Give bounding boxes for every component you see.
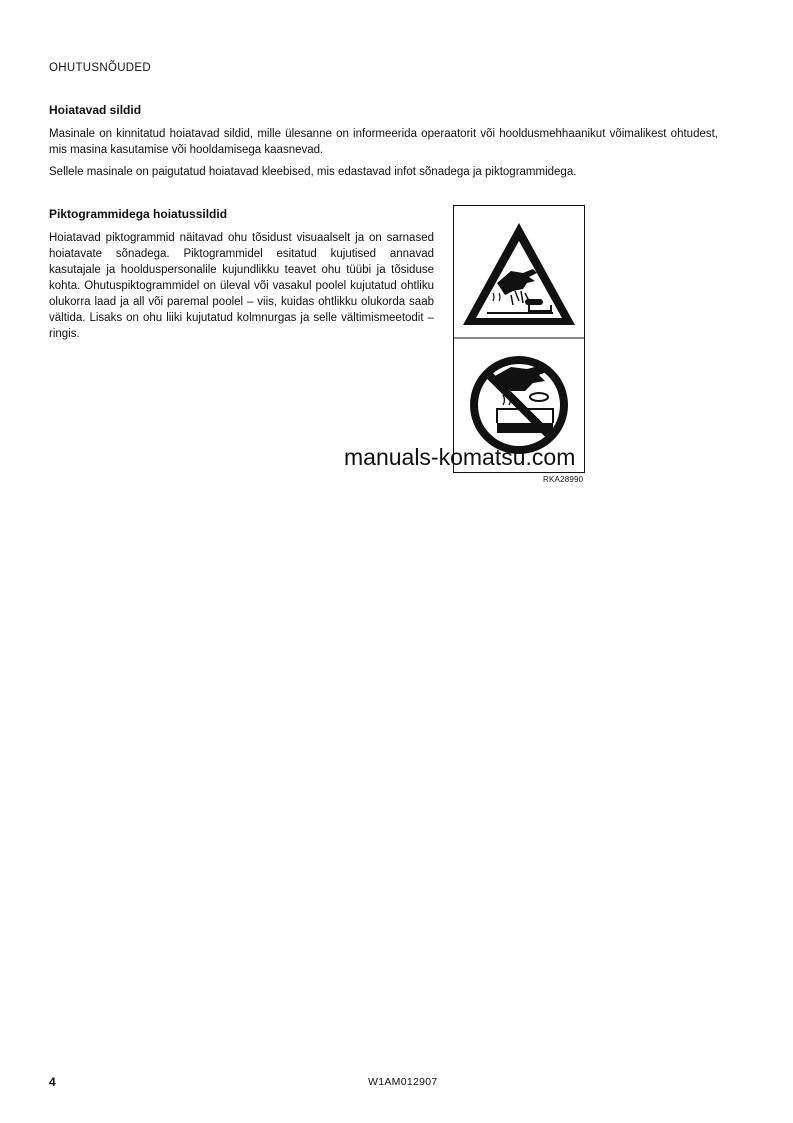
section-title-warning-signs: Hoiatavad sildid xyxy=(49,103,142,117)
section1-paragraph-2: Sellele masinale on paigutatud hoiatavad kleebised, mis edastavad infot sõnadega ja piktogrammidega. xyxy=(49,166,577,178)
page-number: 4 xyxy=(49,1075,56,1089)
section1-paragraph-1: Masinale on kinnitatud hoiatavad sildid, mille ülesanne on informeerida operaatorit või hooldusmehhaanikut võimalikest ohtudest, mis masina kasutamise või hooldamisega kaasnevad. xyxy=(49,128,718,156)
figure-code: RKA28990 xyxy=(543,475,584,484)
document-code: W1AM012907 xyxy=(368,1076,438,1088)
section2-paragraph: Hoiatavad piktogrammid näitavad ohu tõsidust visuaalselt ja on sarnased hoiatavate sõnadega. Piktogrammidel esitatud kujutised annavad kasutajale ja hoolduspersonalile kujundlikku teavet ohu tüübi ja tõsiduse kohta. Ohutuspiktogrammidel on üleval või vasakul poolel kujutatud ohtliku olukorra laad ja all või paremal poolel – viis, kuidas ohtlikku olukorda saab vältida. Lisaks on ohu liiki kujutatud kolmnurgas ja selle vältimismeetodit – ringis. xyxy=(49,232,434,340)
section-title-pictogram-signs: Piktogrammidega hoiatussildid xyxy=(49,207,228,221)
page-header: OHUTUSNÕUDED xyxy=(49,62,151,74)
watermark-link[interactable]: manuals-komatsu.com xyxy=(344,444,576,470)
do-not-touch-hot-surface-icon xyxy=(470,356,568,454)
safety-label-figure xyxy=(453,205,585,473)
